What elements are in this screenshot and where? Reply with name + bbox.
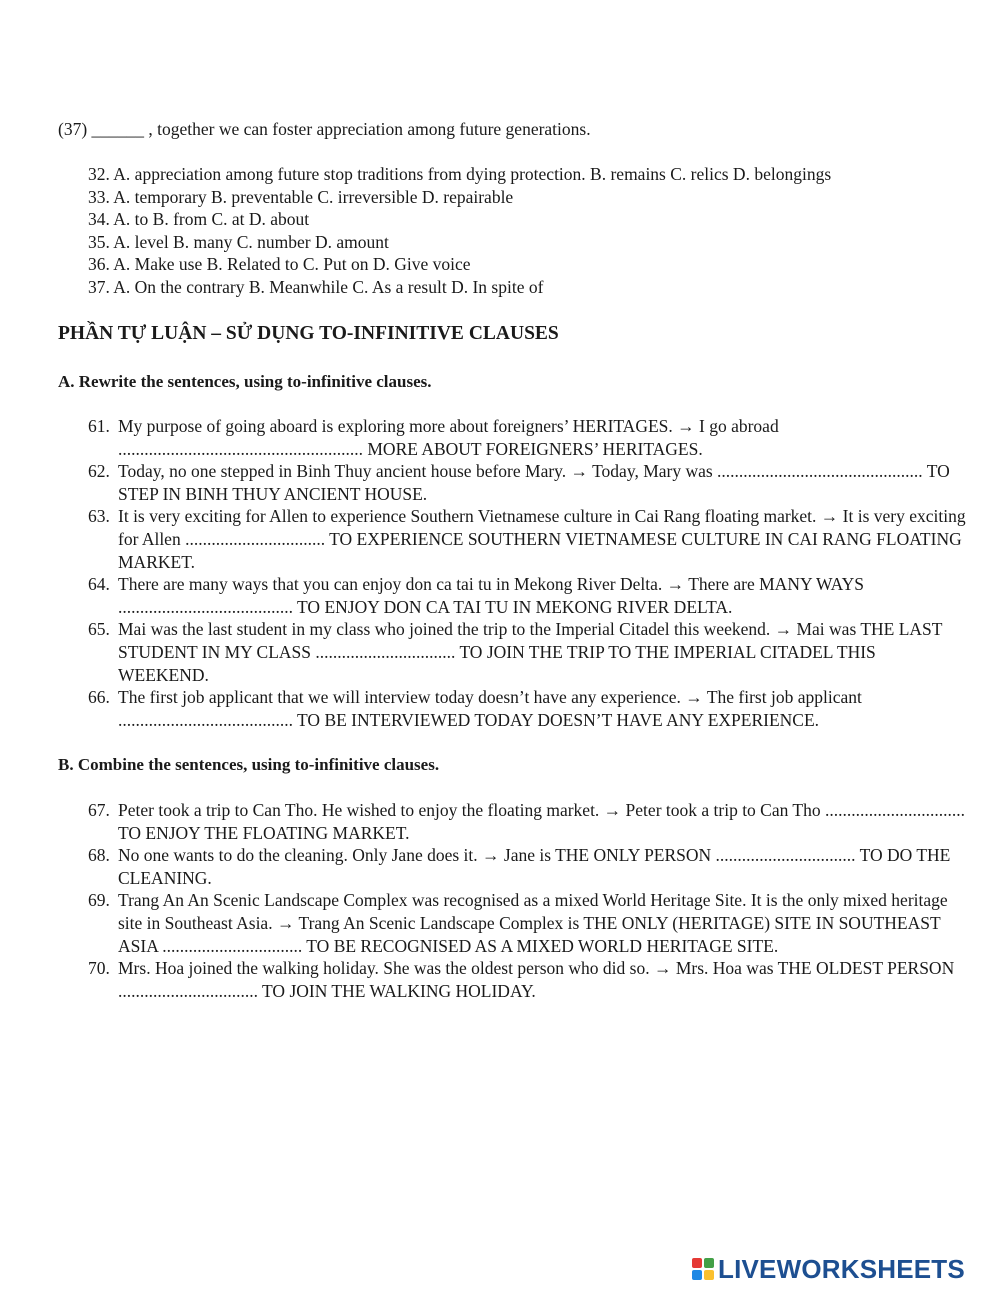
exercise-item-64 <box>88 573 968 618</box>
liveworksheets-logo[interactable] <box>692 1254 965 1284</box>
exercise-number: 61. <box>88 416 110 436</box>
exercise-number: 63. <box>88 506 110 527</box>
mc-item-33: 33. A. temporary B. preventable C. irreversible D. repairable <box>88 186 514 207</box>
exercise-text: Mai was the last student in my class who joined the trip to the Imperial Citadel this weekend. → Mai was THE LAST STUDENT IN MY CLASS ................................ TO JOIN THE TRIP TO THE IMPERIAL CITADEL THIS WEEKEND. <box>118 619 943 685</box>
mc-item-35: 35. A. level B. many C. number D. amount <box>88 231 389 252</box>
exercise-item-65 <box>88 618 968 686</box>
exercise-number: 68. <box>88 845 110 866</box>
section-a-title: A. Rewrite the sentences, using to-infinitive clauses. <box>58 372 432 391</box>
exercise-item-66 <box>88 686 968 731</box>
exercise-number: 64. <box>88 574 110 595</box>
exercise-item-70 <box>88 957 968 1002</box>
exercise-item-61 <box>88 415 968 460</box>
exercise-text: My purpose of going aboard is exploring more about foreigners’ HERITAGES. → I go abroad ........................................................ MORE ABOUT FOREIGNERS’ HERITAGES. <box>118 416 779 459</box>
exercise-item-68 <box>88 844 968 889</box>
exercise-number: 69. <box>88 890 110 911</box>
exercise-text: Trang An An Scenic Landscape Complex was recognised as a mixed World Heritage Site. It is the only mixed heritage site in Southeast Asia. → Trang An Scenic Landscape Complex is THE ONLY (HERITAGE) SITE IN SOUTHEAST ASIA ................................ TO BE RECOGNISED AS A MIXED WORLD HERITAGE SITE. <box>118 890 948 956</box>
page-heading: PHẦN TỰ LUẬN – SỬ DỤNG TO-INFINITIVE CLAUSES <box>58 323 559 344</box>
section-b-list <box>88 799 968 1002</box>
exercise-number: 65. <box>88 619 110 640</box>
mc-item-37: 37. A. On the contrary B. Meanwhile C. As a result D. In spite of <box>88 276 544 297</box>
exercise-text: There are many ways that you can enjoy don ca tai tu in Mekong River Delta. → There are MANY WAYS ........................................ TO ENJOY DON CA TAI TU IN MEKONG RIVER DELTA. <box>118 574 864 617</box>
logo-square-icon <box>692 1258 702 1268</box>
exercise-number: 70. <box>88 958 110 979</box>
exercise-item-62 <box>88 460 968 505</box>
exercise-number: 66. <box>88 687 110 708</box>
logo-grid-icon <box>692 1258 714 1280</box>
exercise-item-69 <box>88 889 968 957</box>
intro-sentence: (37) ______ , together we can foster appreciation among future generations. <box>58 119 591 139</box>
exercise-number: 62. <box>88 461 110 482</box>
exercise-text: The first job applicant that we will interview today doesn’t have any experience. → The first job applicant ........................................ TO BE INTERVIEWED TODAY DOESN’T HAVE ANY EXPERIENCE. <box>118 687 862 730</box>
mc-item-32: 32. A. appreciation among future stop traditions from dying protection. B. remains C. relics D. belongings <box>88 164 832 184</box>
section-a-list <box>88 415 968 731</box>
logo-square-icon <box>704 1258 714 1268</box>
multiple-choice-list <box>88 163 968 299</box>
logo-text: LIVEWORKSHEETS <box>718 1254 965 1284</box>
exercise-text: Today, no one stepped in Binh Thuy ancient house before Mary. → Today, Mary was ............................................... TO STEP IN BINH THUY ANCIENT HOUSE. <box>118 461 950 504</box>
exercise-number: 67. <box>88 800 110 820</box>
exercise-text: Mrs. Hoa joined the walking holiday. She was the oldest person who did so. → Mrs. Hoa was THE OLDEST PERSON ................................ TO JOIN THE WALKING HOLIDAY. <box>118 958 955 1001</box>
mc-item-36: 36. A. Make use B. Related to C. Put on D. Give voice <box>88 254 471 275</box>
exercise-text: It is very exciting for Allen to experience Southern Vietnamese culture in Cai Rang floating market. → It is very exciting for Allen ................................ TO EXPERIENCE SOUTHERN VIETNAMESE CULTURE IN CAI RANG FLOATING MARKET. <box>118 506 966 572</box>
logo-square-icon <box>692 1270 702 1280</box>
section-b-title: B. Combine the sentences, using to-infinitive clauses. <box>58 755 440 774</box>
logo-square-icon <box>704 1270 714 1280</box>
exercise-item-63 <box>88 505 968 573</box>
exercise-text: No one wants to do the cleaning. Only Jane does it. → Jane is THE ONLY PERSON ................................ TO DO THE CLEANING. <box>118 845 951 888</box>
exercise-item-67 <box>88 799 968 844</box>
exercise-text: Peter took a trip to Can Tho. He wished to enjoy the floating market. → Peter took a trip to Can Tho ................................ TO ENJOY THE FLOATING MARKET. <box>118 800 965 843</box>
mc-item-34: 34. A. to B. from C. at D. about <box>88 209 310 230</box>
